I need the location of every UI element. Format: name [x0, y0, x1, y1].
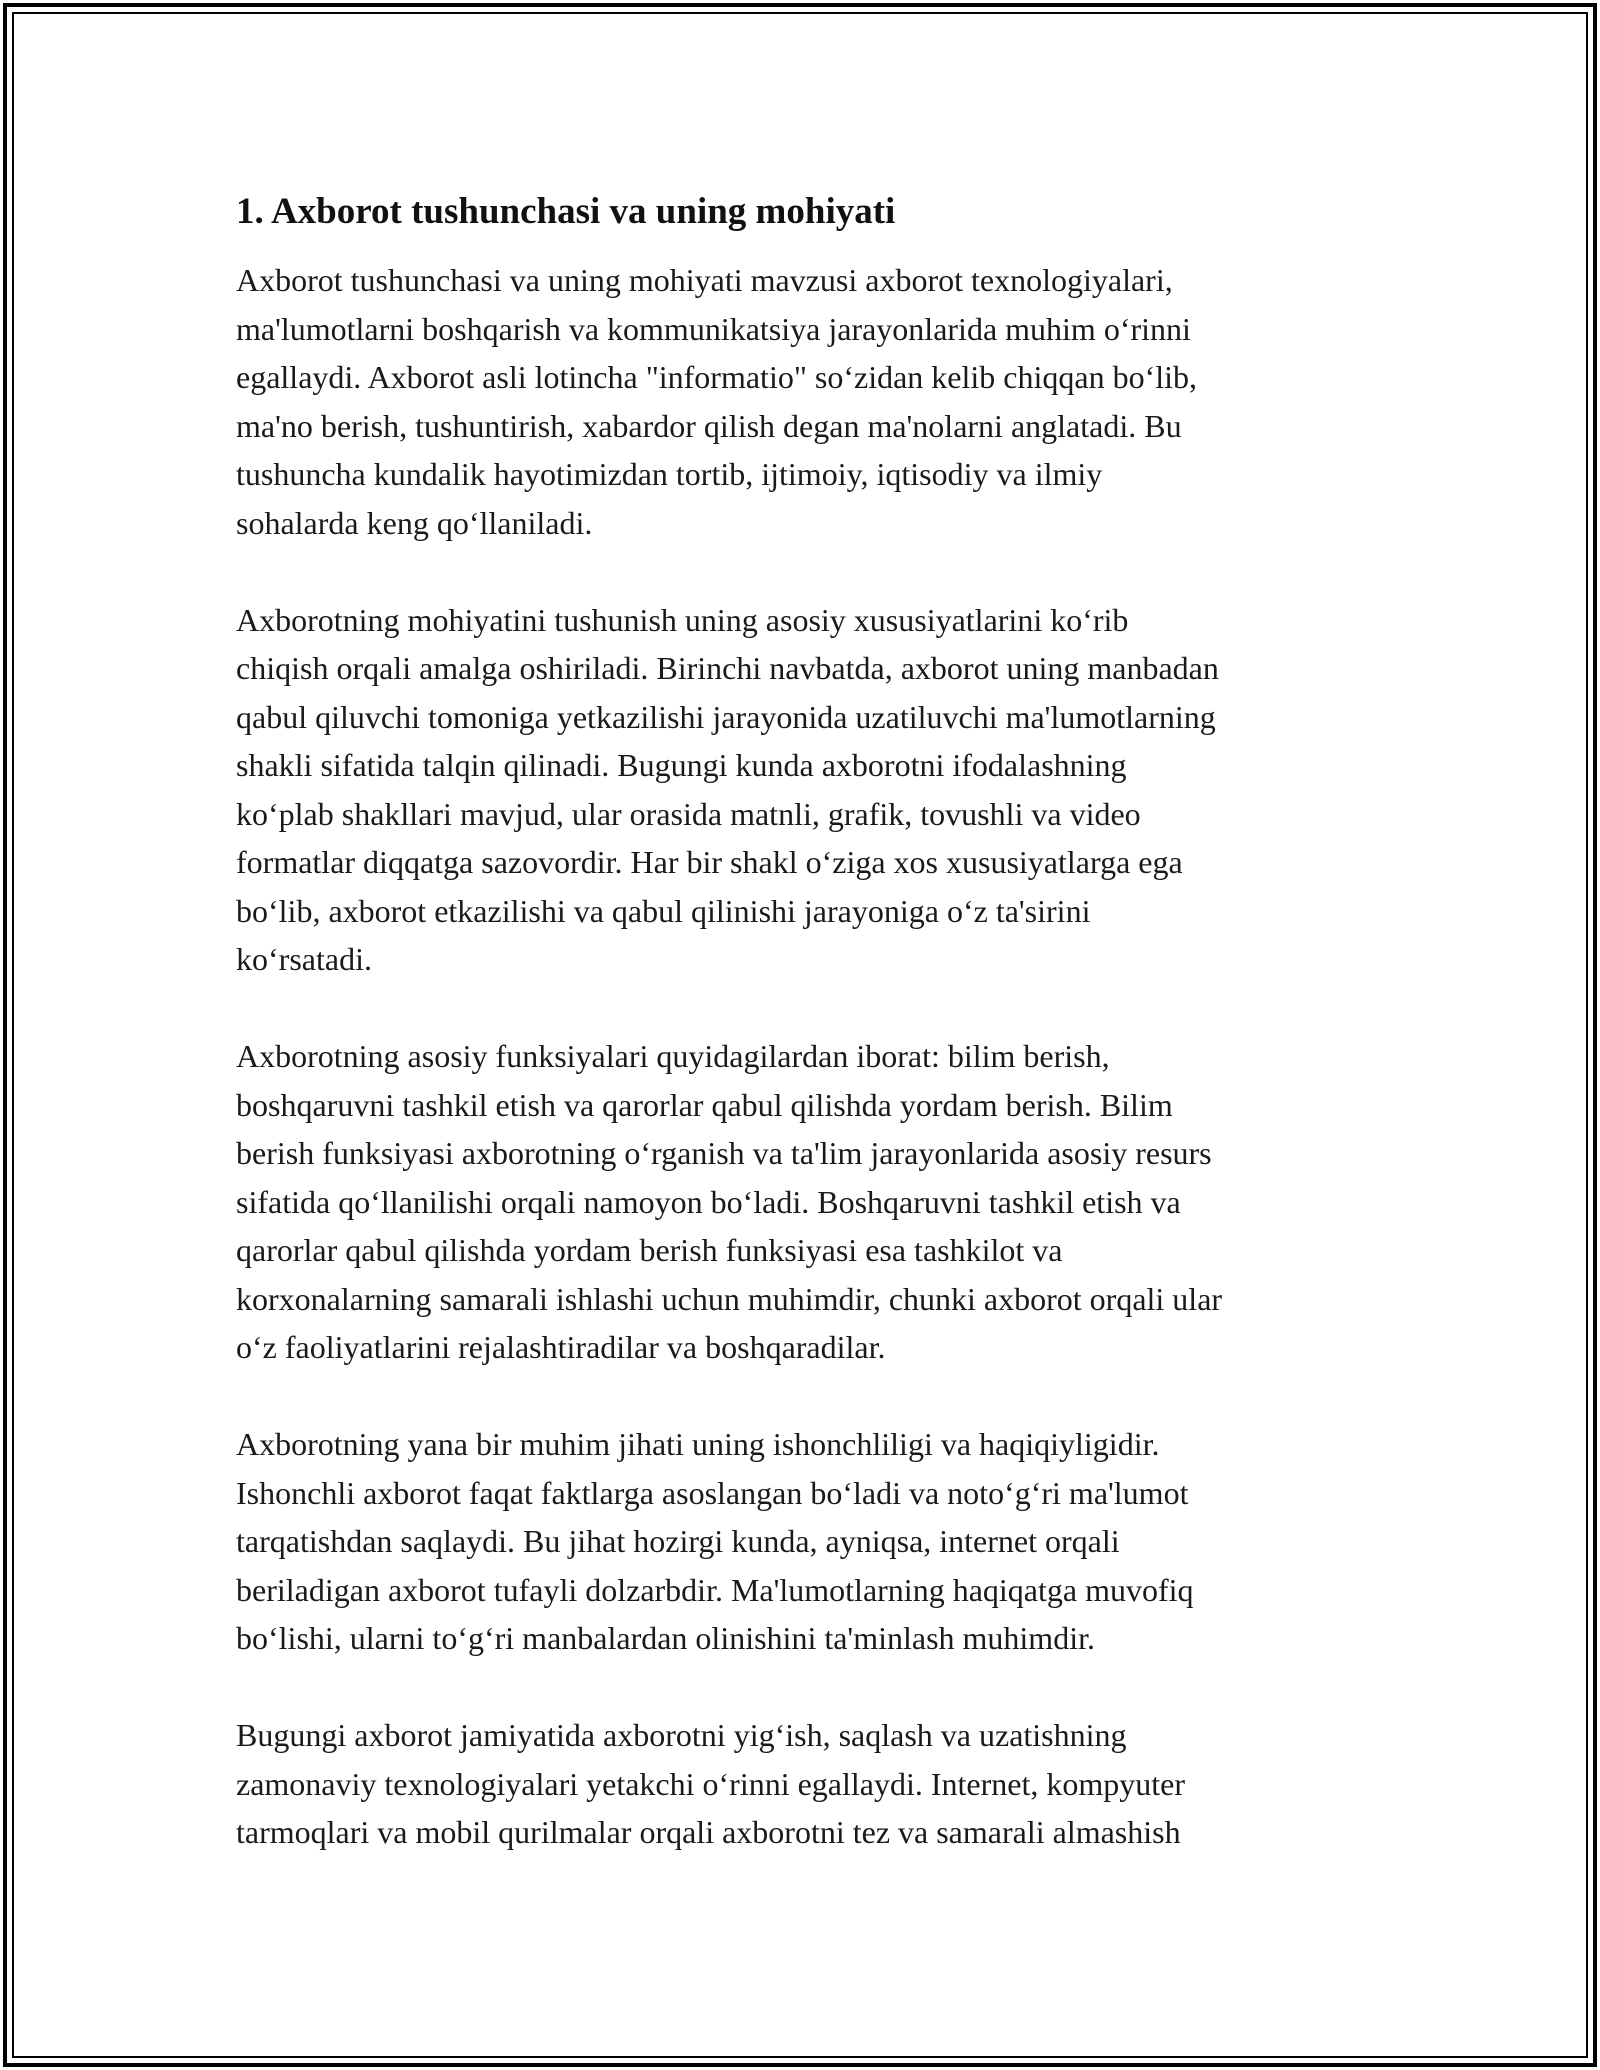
paragraph-line: formatlar diqqatga sazovordir. Har bir shakl oʻziga xos xususiyatlarga ega: [236, 844, 1183, 880]
paragraph-line: sifatida qoʻllanilishi orqali namoyon boʻladi. Boshqaruvni tashkil etish va: [236, 1183, 1181, 1220]
paragraph-line: boʻlishi, ularni toʻgʻri manbalardan olinishini ta'minlash muhimdir.: [236, 1620, 1095, 1656]
paragraph-line: boʻlib, axborot etkazilishi va qabul qilinishi jarayoniga oʻz ta'sirini: [236, 892, 1091, 929]
section-heading: 1. Axborot tushunchasi va uning mohiyati: [236, 191, 896, 232]
paragraph-line: tarqatishdan saqlaydi. Bu jihat hozirgi kunda, ayniqsa, internet orqali: [236, 1523, 1120, 1559]
paragraph-line: qarorlar qabul qilishda yordam berish funksiyasi esa tashkilot va: [236, 1232, 1063, 1268]
paragraph-1: [236, 256, 1376, 547]
paragraph-2: [236, 596, 1376, 984]
paragraph-line: chiqish orqali amalga oshiriladi. Birinchi navbatda, axborot uning manbadan: [236, 650, 1219, 686]
paragraph-line: Bugungi axborot jamiyatida axborotni yigʻish, saqlash va uzatishning: [236, 1717, 1127, 1753]
paragraph-line: zamonaviy texnologiyalari yetakchi oʻrinni egallaydi. Internet, kompyuter: [236, 1765, 1186, 1802]
paragraph-line: oʻz faoliyatlarini rejalashtiradilar va boshqaradilar.: [236, 1329, 886, 1365]
paragraph-line: koʻrsatadi.: [236, 941, 372, 977]
paragraph-line: sohalarda keng qoʻllaniladi.: [236, 504, 593, 541]
paragraph-line: berish funksiyasi axborotning oʻrganish va ta'lim jarayonlarida asosiy resurs: [236, 1135, 1212, 1171]
paragraph-line: shakli sifatida talqin qilinadi. Bugungi kunda axborotni ifodalashning: [236, 747, 1127, 783]
paragraph-line: Axborot tushunchasi va uning mohiyati mavzusi axborot texnologiyalari,: [236, 262, 1173, 298]
document-body: [236, 188, 1376, 1905]
paragraph-line: boshqaruvni tashkil etish va qarorlar qabul qilishda yordam berish. Bilim: [236, 1086, 1173, 1123]
paragraph-line: egallaydi. Axborot asli lotincha "informatio" soʻzidan kelib chiqqan boʻlib,: [236, 359, 1198, 395]
paragraph-line: beriladigan axborot tufayli dolzarbdir. Ma'lumotlarning haqiqatga muvofiq: [236, 1571, 1194, 1608]
paragraph-line: ma'no berish, tushuntirish, xabardor qilish degan ma'nolarni anglatadi. Bu: [236, 407, 1182, 444]
paragraph-line: korxonalarning samarali ishlashi uchun muhimdir, chunki axborot orqali ular: [236, 1280, 1223, 1317]
paragraph-line: Axborotning mohiyatini tushunish uning asosiy xususiyatlarini koʻrib: [236, 601, 1129, 638]
paragraph-line: tushuncha kundalik hayotimizdan tortib, ijtimoiy, iqtisodiy va ilmiy: [236, 456, 1103, 492]
paragraph-line: tarmoqlari va mobil qurilmalar orqali axborotni tez va samarali almashish: [236, 1814, 1181, 1850]
paragraph-5: [236, 1711, 1376, 1857]
paragraph-line: qabul qiluvchi tomoniga yetkazilishi jarayonida uzatiluvchi ma'lumotlarning: [236, 698, 1216, 735]
paragraph-line: Axborotning yana bir muhim jihati uning ishonchliligi va haqiqiyligidir.: [236, 1426, 1160, 1462]
paragraph-line: ma'lumotlarni boshqarish va kommunikatsiya jarayonlarida muhim oʻrinni: [236, 310, 1191, 347]
paragraph-4: [236, 1420, 1376, 1663]
paragraph-3: [236, 1032, 1376, 1372]
paragraph-line: Axborotning asosiy funksiyalari quyidagilardan iborat: bilim berish,: [236, 1038, 1110, 1074]
paragraph-line: Ishonchli axborot faqat faktlarga asoslangan boʻladi va notoʻgʻri ma'lumot: [236, 1474, 1189, 1511]
paragraph-line: koʻplab shakllari mavjud, ular orasida matnli, grafik, tovushli va video: [236, 795, 1141, 832]
